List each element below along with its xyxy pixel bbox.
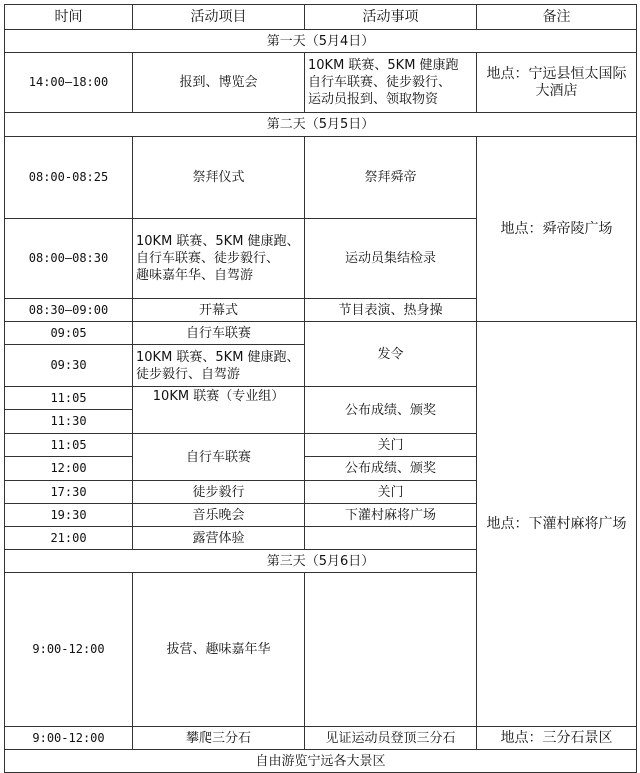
- time-cell: 19:30: [5, 504, 133, 527]
- day3-title: 第三天（5月6日）: [5, 550, 637, 573]
- footer-row: [5, 750, 637, 773]
- detail-cell: 下灌村麻将广场: [305, 504, 477, 527]
- header-detail: 活动事项: [305, 5, 477, 30]
- item-line: 徒步毅行、自驾游: [136, 366, 241, 382]
- note-line: 大酒店: [535, 82, 578, 99]
- item-line: 10KM 联赛、5KM 健康跑、: [136, 349, 300, 365]
- schedule-table: [4, 4, 637, 773]
- detail-cell: 节目表演、热身操: [305, 299, 477, 322]
- item-cell: [133, 345, 305, 387]
- day-row: [5, 30, 637, 53]
- time-cell: 11:05: [5, 387, 133, 410]
- table-row: [5, 137, 637, 219]
- table-row: [5, 53, 637, 113]
- note-cell: [477, 53, 637, 113]
- item-cell: 攀爬三分石: [133, 727, 305, 750]
- detail-cell: 公布成绩、颁奖: [305, 457, 477, 481]
- time-cell: 09:05: [5, 322, 133, 345]
- detail-cell: 公布成绩、颁奖: [305, 387, 477, 434]
- day-row: [5, 113, 637, 137]
- table-row: [5, 322, 637, 345]
- note-line: 地点：宁远县恒太国际: [486, 65, 627, 82]
- table-row: [5, 727, 637, 750]
- detail-line: 运动员报到、领取物资: [308, 92, 439, 107]
- day-row: [5, 550, 637, 573]
- detail-cell: 祭拜舜帝: [305, 137, 477, 219]
- item-line: 趣味嘉年华、自驾游: [136, 268, 254, 283]
- detail-cell: [305, 527, 477, 550]
- header-item: 活动项目: [133, 5, 305, 30]
- time-cell: 14:00—18:00: [5, 53, 133, 113]
- item-cell: 自行车联赛: [133, 434, 305, 481]
- item-cell: 10KM 联赛（专业组）: [133, 387, 305, 434]
- note-cell: 地点：三分石景区: [477, 727, 637, 750]
- detail-cell: [305, 53, 477, 113]
- item-cell: 拔营、趣味嘉年华: [133, 573, 305, 727]
- time-cell: 17:30: [5, 481, 133, 504]
- time-cell: 11:30: [5, 410, 133, 434]
- time-cell: 9:00-12:00: [5, 573, 133, 727]
- time-cell: 08:00—08:30: [5, 219, 133, 299]
- note-cell: 地点：下灌村麻将广场: [477, 322, 637, 727]
- detail-line: 自行车联赛、徒步毅行、: [308, 75, 452, 90]
- time-cell: 08:30—09:00: [5, 299, 133, 322]
- day1-title: 第一天（5月4日）: [5, 30, 637, 53]
- item-cell: 徒步毅行: [133, 481, 305, 504]
- time-cell: 11:05: [5, 434, 133, 457]
- header-row: [5, 5, 637, 30]
- time-cell: 9:00-12:00: [5, 727, 133, 750]
- detail-cell: 关门: [305, 434, 477, 457]
- time-cell: 09:30: [5, 345, 133, 387]
- item-cell: [133, 219, 305, 299]
- note-cell: 地点：舜帝陵广场: [477, 137, 637, 322]
- item-cell: 祭拜仪式: [133, 137, 305, 219]
- item-cell: 音乐晚会: [133, 504, 305, 527]
- header-time: 时间: [5, 5, 133, 30]
- detail-line: 10KM 联赛、5KM 健康跑: [308, 58, 459, 73]
- free-tour-row: 自由游览宁远各大景区: [5, 750, 637, 773]
- day2-title: 第二天（5月5日）: [5, 113, 637, 137]
- detail-cell: [305, 573, 477, 727]
- time-cell: 21:00: [5, 527, 133, 550]
- item-line: 自行车联赛、徒步毅行、: [136, 251, 280, 266]
- time-cell: 12:00: [5, 457, 133, 481]
- detail-cell: 运动员集结检录: [305, 219, 477, 299]
- item-line: 10KM 联赛、5KM 健康跑、: [136, 234, 300, 249]
- item-cell: 报到、博览会: [133, 53, 305, 113]
- item-cell: 露营体验: [133, 527, 305, 550]
- detail-cell: 关门: [305, 481, 477, 504]
- header-note: 备注: [477, 5, 637, 30]
- item-cell: 自行车联赛: [133, 322, 305, 345]
- item-cell: 开幕式: [133, 299, 305, 322]
- detail-cell: 见证运动员登顶三分石: [305, 727, 477, 750]
- time-cell: 08:00-08:25: [5, 137, 133, 219]
- detail-cell: 发令: [305, 322, 477, 387]
